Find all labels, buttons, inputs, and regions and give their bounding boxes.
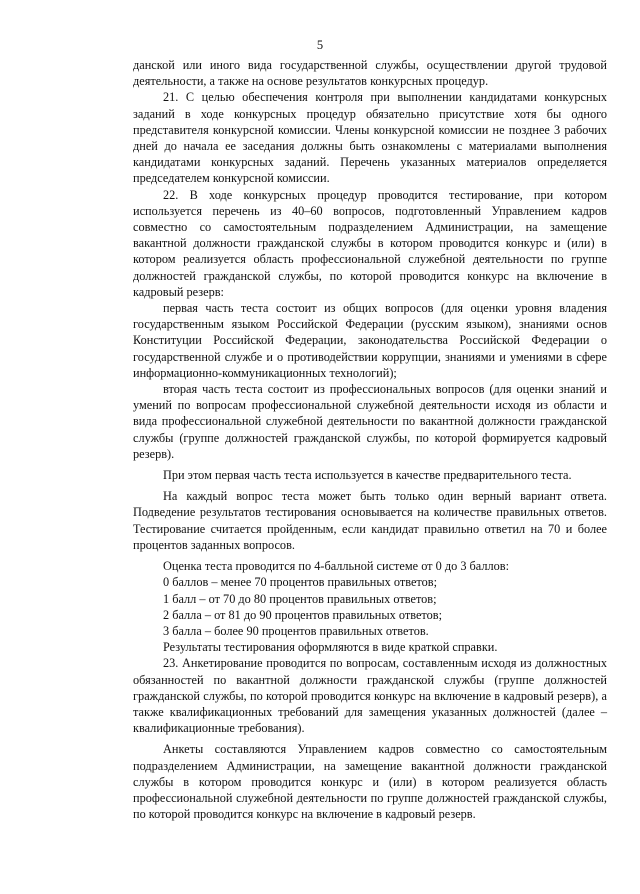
score-line-0: 0 баллов – менее 70 процентов правильных ответов; xyxy=(163,575,438,590)
score-line-1: 1 балл – от 70 до 80 процентов правильных ответов; xyxy=(163,591,437,606)
paragraph-continuation: данской или иного вида государственной службы, осуществлении другой трудовой деятельности, а также на основе результатов конкурсных процедур. xyxy=(133,58,607,89)
paragraph-questionnaires: Анкеты составляются Управлением кадров совместно со самостоятельным подразделением Администрации, на замещение вакантной должности гражданской службы в котором проводится конкурс и (или) в котором реализуется область профессиональной служебной деятельности по группе должностей гражданской службы, по которой проводится конкурс на включение в кадровый резерв. xyxy=(133,742,607,822)
paragraph-test-part-1: первая часть теста состоит из общих вопросов (для оценки уровня владения государственным языком Российской Федерации (русским языком), знаниями основ Конституции Российской Федерации, законодательства Российской Федерации о государственной службе и о противодействии коррупции, знаниями и умениями в сфере информационно-коммуникационных технологий); xyxy=(133,301,607,380)
paragraph-test-part-2: вторая часть теста состоит из профессиональных вопросов (для оценки знаний и умений по вопросам профессиональной служебной деятельности исходя из области и вида профессиональной служебной деятельности по вакантной должности гражданской службы (группе должностей гражданской службы, по которой формируется кадровый резерв). xyxy=(133,382,607,461)
paragraph-22: 22. В ходе конкурсных процедур проводится тестирование, при котором используется перечень из 40–60 вопросов, подготовленный Управлением кадров совместно со самостоятельным подразделением Администрации, на замещение вакантной должности гражданской службы в котором проводится конкурс и (или) в котором реализуется область профессиональной служебной деятельности по группе должностей гражданской службы, по которой проводится конкурс на включение в кадровый резерв: xyxy=(133,187,607,299)
paragraph-21: 21. С целью обеспечения контроля при выполнении кандидатами конкурсных заданий в ходе конкурсных процедур обязательно присутствие хотя бы одного представителя конкурсной комиссии. Члены конкурсной комиссии не позднее 3 рабочих дней до начала ее заседания должны быть ознакомлены с материалами выполнения кандидатами конкурсных заданий. Перечень указанных материалов определяется председателем конкурсной комиссии. xyxy=(133,90,607,186)
document-body xyxy=(133,57,607,822)
paragraph-23: 23. Анкетирование проводится по вопросам, составленным исходя из должностных обязанностей по вакантной должности гражданской службы (группе должностей гражданской службы, по которой проводится конкурс на включение в кадровый резерв), а также квалификационных требований для замещения указанных должностей (далее – квалификационные требования). xyxy=(133,656,607,736)
score-line-2: 2 балла – от 81 до 90 процентов правильных ответов; xyxy=(163,607,442,622)
paragraph-scoring-system: Оценка теста проводится по 4-балльной системе от 0 до 3 баллов: xyxy=(163,559,510,574)
paragraph-preliminary-test: При этом первая часть теста используется в качестве предварительного теста. xyxy=(163,468,572,483)
page-number: 5 xyxy=(316,38,324,52)
score-line-3: 3 балла – более 90 процентов правильных ответов. xyxy=(163,623,429,638)
paragraph-test-answers: На каждый вопрос теста может быть только один верный вариант ответа. Подведение результатов тестирования основывается на количестве правильных ответов. Тестирование считается пройденным, если кандидат правильно ответил на 70 и более процентов заданных вопросов. xyxy=(133,489,607,552)
paragraph-test-results: Результаты тестирования оформляются в виде краткой справки. xyxy=(163,640,498,655)
